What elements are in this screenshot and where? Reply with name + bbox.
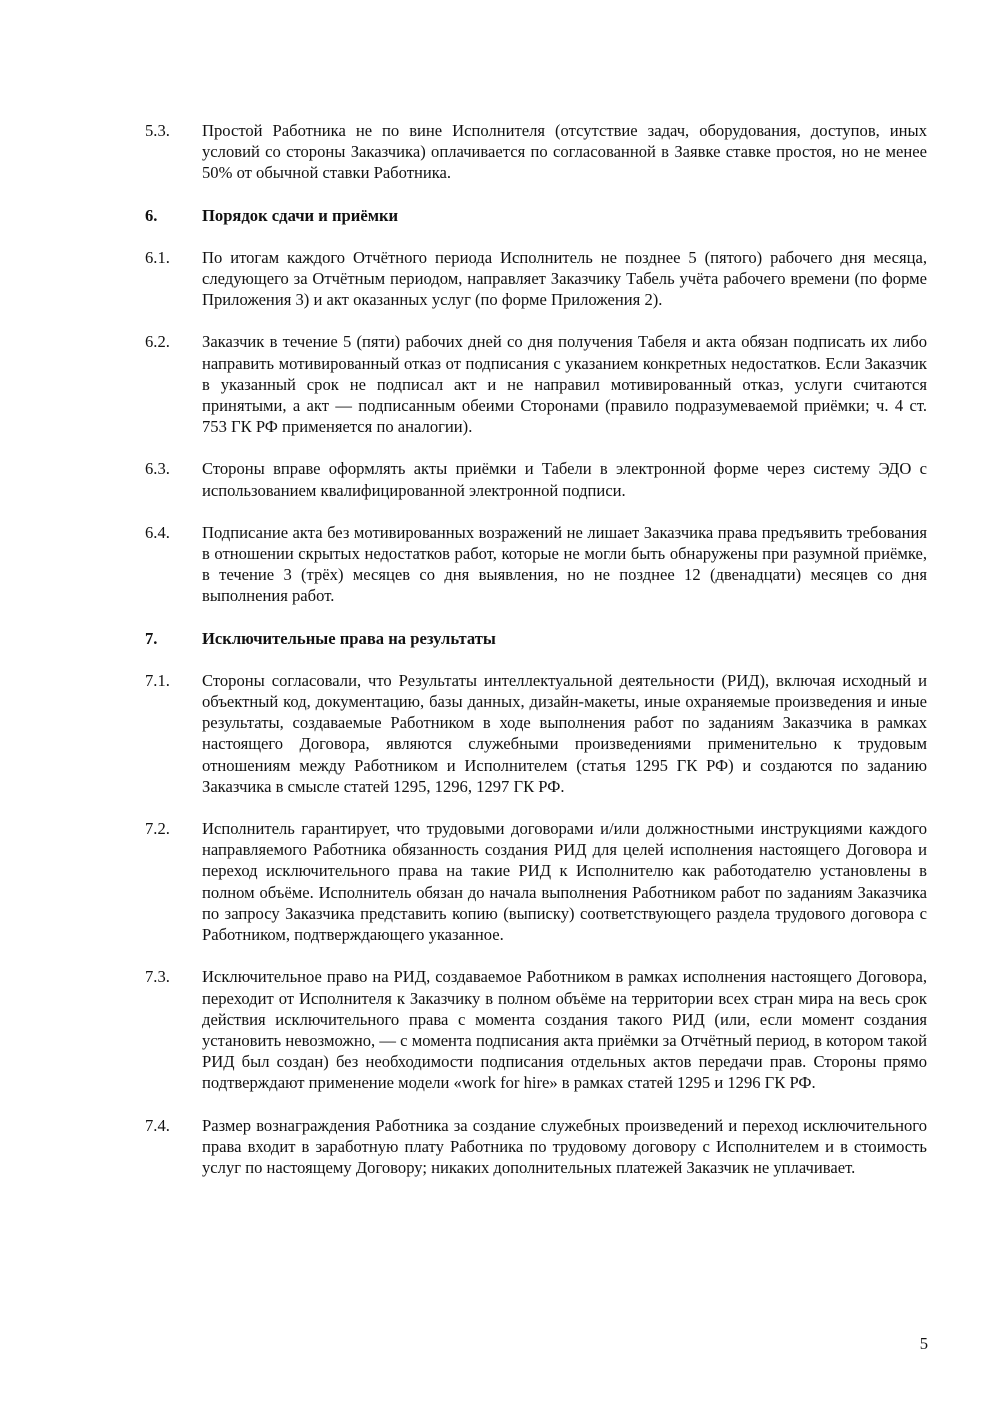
clause-text: Размер вознаграждения Работника за создание служебных произведений и переход исключительного права входит в заработную плату Работника по трудовому договору с Исполнителем и в стоимость услуг по настоящему Договору; никаких дополнительных платежей Заказчик не уплачивает. — [202, 1115, 927, 1177]
section-heading-6 — [145, 205, 927, 226]
clause-text: Исполнитель гарантирует, что трудовыми договорами и/или должностными инструкциями каждого направляемого Работника обязанность создания РИД для целей исполнения настоящего Договора и переход исключительного права на такие РИД к Исполнителю как работодателю установлены в полном объёме. Исполнитель обязан до начала выполнения Работником работ по заданиям Заказчика по запросу Заказчика представить копию (выписку) соответствующего раздела трудового договора с Работником, подтверждающего указанное. — [202, 819, 927, 945]
section-title: Исключительные права на результаты — [202, 628, 496, 648]
section-number: 7. — [145, 628, 158, 648]
clause-number: 7.4. — [145, 1115, 170, 1135]
clause-text: Подписание акта без мотивированных возражений не лишает Заказчика права предъявить требования в отношении скрытых недостатков работ, которые не могли быть обнаружены при разумной приёмке, в течение 3 (трёх) месяцев со дня выявления, но не позднее 12 (двенадцати) месяцев со дня выполнения работ. — [202, 522, 927, 606]
clause-text: Стороны согласовали, что Результаты интеллектуальной деятельности (РИД), включая исходный и объектный код, документацию, базы данных, дизайн-макеты, иные охраняемые произведения и иные результаты, создаваемые Работником в ходе выполнения работ по заданиям Заказчика в рамках настоящего Договора, являются служебными произведениями применительно к трудовым отношениям между Работником и Исполнителем (статья 1295 ГК РФ) и создаются по заданию Заказчика в смысле статей 1295, 1296, 1297 ГК РФ. — [202, 670, 927, 796]
section-heading-7 — [145, 628, 927, 649]
clause-7-3 — [145, 966, 927, 1093]
clause-number: 7.2. — [145, 819, 170, 839]
clause-6-4 — [145, 522, 927, 607]
clause-number: 6.4. — [145, 522, 170, 542]
clause-7-2 — [145, 818, 927, 945]
clause-5-3 — [145, 120, 927, 184]
section-title: Порядок сдачи и приёмки — [202, 205, 399, 225]
clause-7-4 — [145, 1115, 927, 1179]
clause-text: Заказчик в течение 5 (пяти) рабочих дней со дня получения Табеля и акта обязан подписать их либо направить мотивированный отказ от подписания с указанием конкретных недостатков. Если Заказчик в указанный срок не подписал акт и не направил мотивированный отказ, услуги считаются принятыми, а акт — подписанным обеими Сторонами (правило подразумеваемой приёмки; ч. 4 ст. 753 ГК РФ применяется по аналогии). — [202, 332, 927, 437]
clause-6-2 — [145, 331, 927, 437]
clause-number: 6.1. — [145, 247, 170, 267]
clause-number: 6.3. — [145, 459, 170, 479]
section-number: 6. — [145, 205, 158, 225]
clause-number: 6.2. — [145, 332, 170, 352]
clause-text: Стороны вправе оформлять акты приёмки и Табели в электронной форме через систему ЭДО с использованием квалифицированной электронной подписи. — [202, 459, 927, 500]
clause-text: Простой Работника не по вине Исполнителя (отсутствие задач, оборудования, доступов, иных условий со стороны Заказчика) оплачивается по согласованной в Заявке ставке простоя, но не менее 50% от обычной ставки Работника. — [202, 121, 927, 183]
clause-6-3 — [145, 458, 927, 500]
clause-number: 7.1. — [145, 670, 170, 690]
clause-6-1 — [145, 247, 927, 311]
clause-text: Исключительное право на РИД, создаваемое Работником в рамках исполнения настоящего Договора, переходит от Исполнителя к Заказчику в полном объёме на территории всех стран мира на весь срок действия исключительного права с момента создания такого РИД (или, если момент создания установить невозможно, — с момента подписания акта приёмки за Отчётный период, в котором такой РИД был создан) без необходимости подписания отдельных актов передачи прав. Стороны прямо подтверждают применение модели «work for hire» в рамках статей 1295 и 1296 ГК РФ. — [202, 967, 927, 1093]
clause-text: По итогам каждого Отчётного периода Исполнитель не позднее 5 (пятого) рабочего дня месяца, следующего за Отчётным периодом, направляет Заказчику Табель учёта рабочего времени (по форме Приложения 3) и акт оказанных услуг (по форме Приложения 2). — [202, 247, 927, 310]
page-number: 5 — [919, 1334, 928, 1353]
document-body — [145, 120, 927, 1199]
clause-number: 5.3. — [145, 121, 170, 140]
clause-number: 7.3. — [145, 967, 170, 987]
clause-7-1 — [145, 670, 927, 797]
